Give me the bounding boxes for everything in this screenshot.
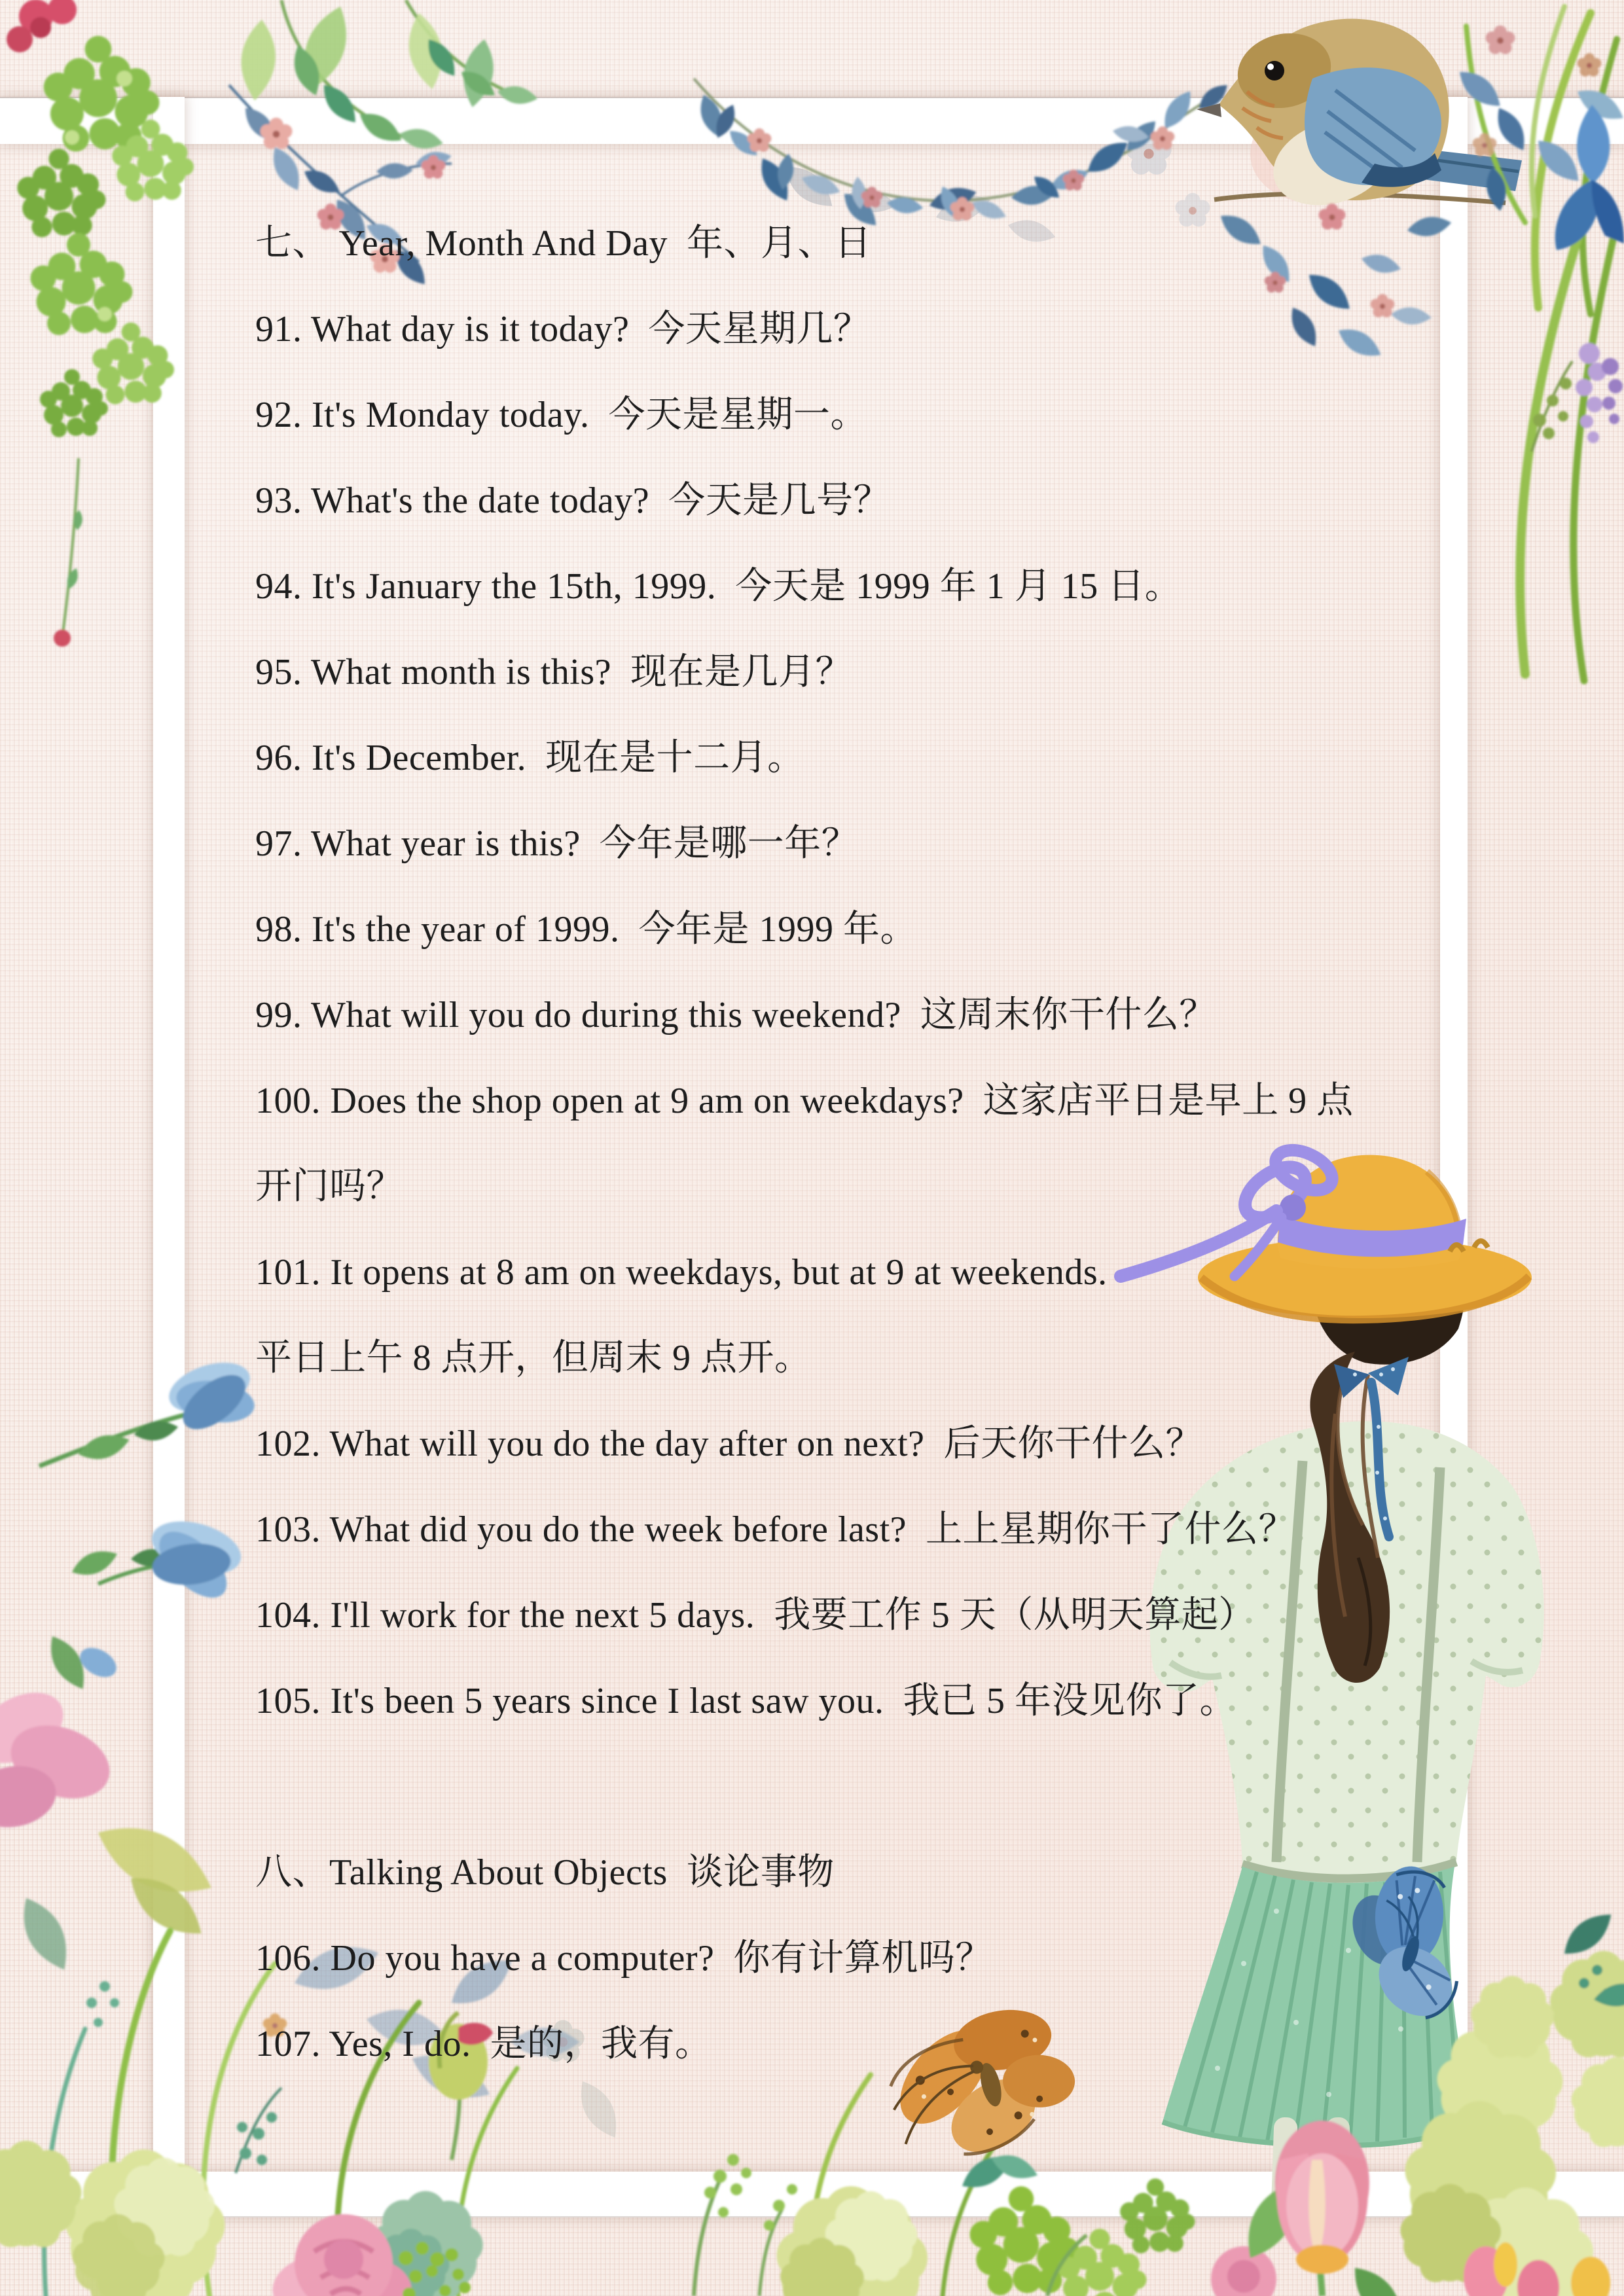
- left-pink-flowers: [0, 1678, 223, 1978]
- phrase-line-continuation: 平日上午 8 点开，但周末 9 点开。: [255, 1338, 812, 1378]
- section-heading: 八、Talking About Objects 谈论事物: [255, 1852, 835, 1893]
- phrase-line: 101. It opens at 8 am on weekdays, but at 9 at weekends.: [255, 1252, 1108, 1293]
- phrase-line: 102. What will you do the day after on next? 后天你干什么？: [255, 1424, 1202, 1464]
- phrase-line: 100. Does the shop open at 9 am on weekdays? 这家店平日是早上 9 点: [255, 1081, 1354, 1121]
- phrase-line: 91. What day is it today? 今天星期几？: [255, 309, 871, 350]
- phrase-line: 106. Do you have a computer? 你有计算机吗？: [255, 1938, 992, 1979]
- right-edge-florals: [1453, 7, 1624, 681]
- left-bellflowers: [39, 1352, 268, 1695]
- phrase-line: 98. It's the year of 1999. 今年是 1999 年。: [255, 909, 918, 950]
- phrase-list: [255, 201, 1354, 2087]
- phrase-line: 107. Yes, I do. 是的，我有。: [255, 2024, 712, 2064]
- phrase-line: 93. What's the date today? 今天是几号？: [255, 480, 891, 521]
- phrase-line-continuation: 开门吗？: [255, 1166, 403, 1207]
- phrase-line: 104. I'll work for the next 5 days. 我要工作 5 天（从明天算起）: [255, 1595, 1255, 1636]
- phrase-line: 105. It's been 5 years since I last saw you. 我已 5 年没见你了。: [255, 1681, 1237, 1721]
- phrase-line: 94. It's January the 15th, 1999. 今天是 1999 年 1 月 15 日。: [255, 566, 1182, 607]
- phrase-line: 95. What month is this? 现在是几月？: [255, 652, 852, 692]
- phrase-line: 103. What did you do the week before last? 上上星期你干了什么？: [255, 1509, 1296, 1550]
- section-heading: 七、 Year, Month And Day 年、月、日: [255, 223, 872, 264]
- phrase-line: 96. It's December. 现在是十二月。: [255, 738, 804, 778]
- phrase-line: 92. It's Monday today. 今天是星期一。: [255, 395, 868, 435]
- phrase-line: 99. What will you do during this weekend? 这周末你干什么？: [255, 995, 1216, 1035]
- phrase-line: 97. What year is this? 今年是哪一年？: [255, 823, 859, 864]
